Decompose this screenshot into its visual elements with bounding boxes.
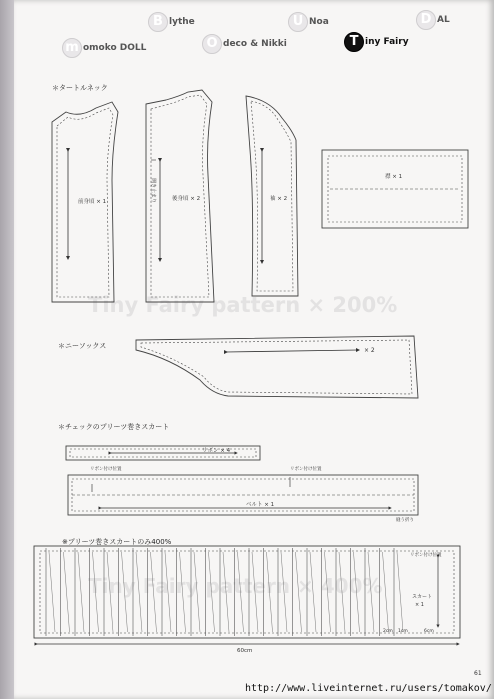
- label-dim-1cm: 1cm: [398, 629, 408, 634]
- belt-piece: [68, 475, 418, 515]
- pleat-fold-line: [107, 552, 113, 632]
- label-sock: × 2: [364, 347, 375, 354]
- label-front-body: 前身頃 × 1: [78, 199, 107, 205]
- pleat-fold-line: [339, 552, 345, 632]
- pleat-fold-line: [238, 552, 244, 632]
- label-skirt-count: × 1: [415, 602, 424, 608]
- tab-blythe: B lythe: [148, 12, 195, 32]
- pleat-fold-line: [354, 552, 360, 632]
- tab-letter: O: [202, 34, 222, 54]
- label-collar: 襟 × 1: [385, 174, 403, 180]
- tab-letter: D: [416, 10, 436, 30]
- label-dim-6cm: 6cm: [424, 629, 434, 634]
- pleat-fold-line: [122, 552, 128, 632]
- pleat-fold-line: [209, 552, 215, 632]
- collar-piece: [322, 150, 468, 228]
- section-socks: ＊ニーソックス: [58, 342, 107, 350]
- pleat-fold-line: [93, 552, 99, 632]
- pleat-fold-line: [281, 552, 287, 632]
- label-back-opening: 開き止まり: [150, 178, 156, 204]
- label-back-body: 後身頃 × 2: [172, 196, 201, 202]
- label-sleeve: 袖 × 2: [270, 196, 288, 202]
- pleat-fold-line: [180, 552, 186, 632]
- footer-url: http://www.liveinternet.ru/users/tomakov/: [245, 683, 492, 694]
- ribbon-piece: [66, 446, 260, 460]
- skirt-dimension-60cm: [36, 556, 458, 644]
- label-ribbon-position-left: リボン付け位置: [90, 467, 122, 472]
- pleat-fold-line: [267, 552, 273, 632]
- pleat-fold-line: [194, 552, 200, 632]
- pleat-fold-line: [252, 552, 258, 632]
- tab-letter: T: [344, 32, 364, 52]
- pleat-fold-line: [310, 552, 316, 632]
- section-turtleneck: ＊タートルネック: [52, 84, 108, 92]
- skirt-pleat-lines: [46, 548, 403, 636]
- section-skirt: ＊チェックのプリーツ巻きスカート: [58, 423, 170, 431]
- pleat-fold-line: [49, 552, 55, 632]
- label-ribbon-position-right: リボン付け位置: [290, 467, 322, 472]
- label-ribbon: リボン × 4: [202, 448, 231, 454]
- label-belt: ベルト × 1: [246, 502, 275, 508]
- tab-letter: B: [148, 12, 168, 32]
- pleat-fold-line: [165, 552, 171, 632]
- tab-unoa: U Noa: [288, 12, 329, 32]
- pleat-fold-line: [151, 552, 157, 632]
- label-skirt: スカート: [412, 594, 433, 600]
- tab-odeco-nikki: O deco & Nikki: [202, 34, 287, 54]
- watermark-400: Tiny Fairy pattern × 400%: [88, 574, 383, 598]
- pleat-fold-line: [223, 552, 229, 632]
- pleat-fold-line: [368, 552, 374, 632]
- tab-letter: U: [288, 12, 308, 32]
- section-skirt-400: ※プリーツ巻きスカートのみ400%: [62, 538, 172, 546]
- pleat-fold-line: [64, 552, 70, 632]
- label-dim-2cm: 2cm: [383, 629, 393, 634]
- pleat-fold-line: [383, 552, 389, 632]
- label-dim-60cm: 60cm: [237, 648, 253, 654]
- pleat-fold-line: [325, 552, 331, 632]
- pleat-fold-line: [397, 552, 403, 632]
- tab-dal: D AL: [416, 10, 450, 30]
- page-number: 61: [474, 670, 482, 677]
- pleat-fold-line: [136, 552, 142, 632]
- watermark-200: Tiny Fairy pattern × 200%: [88, 293, 398, 317]
- pleat-fold-line: [78, 552, 84, 632]
- tab-momoko: m omoko DOLL: [62, 38, 146, 58]
- pleat-fold-line: [296, 552, 302, 632]
- label-fold: 縫う折り: [396, 518, 414, 523]
- label-ribbon-position-skirt: リボン付け位置: [410, 553, 442, 558]
- tab-letter: m: [62, 38, 82, 58]
- tab-tiny-fairy: T iny Fairy: [344, 32, 409, 52]
- sock-piece: [136, 336, 418, 398]
